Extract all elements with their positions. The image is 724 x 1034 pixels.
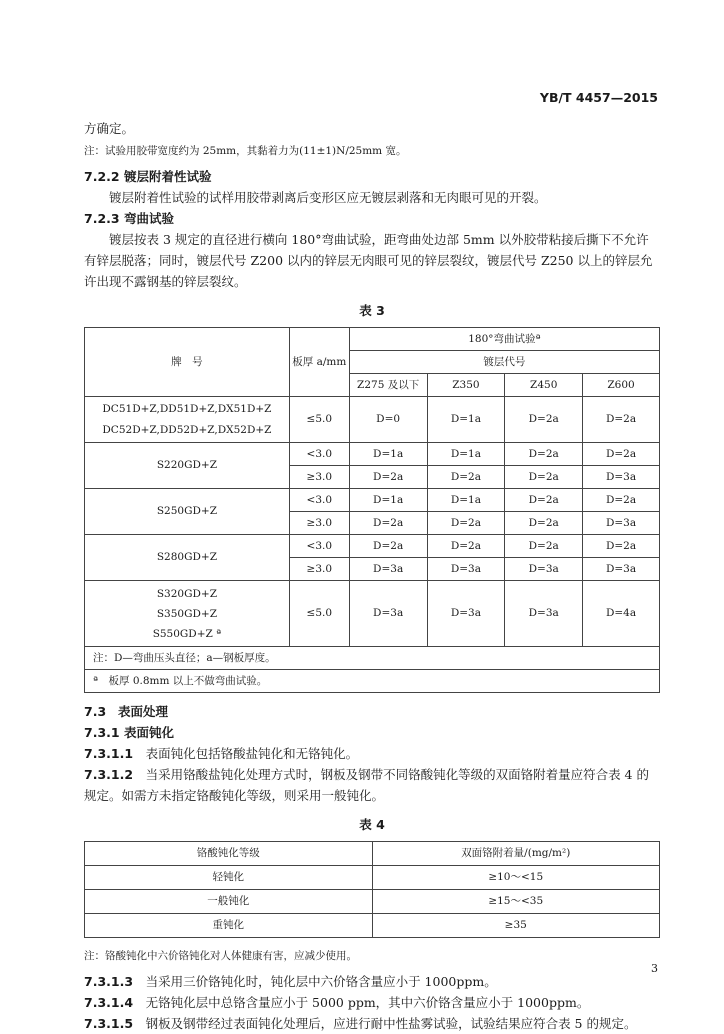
value-cell: D=2a xyxy=(349,466,427,489)
header-bend-test: 180°弯曲试验ª xyxy=(349,328,659,351)
table-3-caption: 表 3 xyxy=(359,303,385,318)
value-cell: D=2a xyxy=(583,397,660,443)
level-cell: 重钝化 xyxy=(85,914,373,938)
grade-dc51d: DC51D+Z,DD51D+Z,DX51D+Z DC52D+Z,DD52D+Z,DX52D+Z xyxy=(85,397,290,443)
thickness-cell: ≤5.0 xyxy=(289,581,349,647)
value-cell: D=1a xyxy=(427,397,505,443)
table-3-footnote: ª 板厚 0.8mm 以上不做弯曲试验。 xyxy=(85,670,660,693)
thickness-cell: ≤5.0 xyxy=(289,397,349,443)
grade-s320gd: S320GD+Z S350GD+Z S550GD+Z ª xyxy=(85,581,290,647)
value-cell: D=3a xyxy=(349,581,427,647)
grade-s280gd: S280GD+Z xyxy=(85,535,290,581)
thickness-cell: <3.0 xyxy=(289,443,349,466)
value-cell: D=2a xyxy=(427,512,505,535)
thickness-cell: ≥3.0 xyxy=(289,466,349,489)
value-cell: D=2a xyxy=(427,535,505,558)
value-cell: D=2a xyxy=(583,443,660,466)
test-note: 注：试验用胶带宽度约为 25mm，其黏着力为(11±1)N/25mm 宽。 xyxy=(84,145,407,157)
level-cell: 轻钝化 xyxy=(85,866,373,890)
value-cell: D=3a xyxy=(505,558,583,581)
value-cell: D=4a xyxy=(583,581,660,647)
thickness-cell: <3.0 xyxy=(289,535,349,558)
value-cell: D=2a xyxy=(505,489,583,512)
value-cell: ≥35 xyxy=(372,914,660,938)
value-cell: D=3a xyxy=(505,581,583,647)
para-7-2-2: 镀层附着性试验的试样用胶带剥离后变形区应无镀层剥落和无肉眼可见的开裂。 xyxy=(109,190,547,205)
code-z350: Z350 xyxy=(427,374,505,397)
table-4-caption: 表 4 xyxy=(359,817,385,832)
table-4 xyxy=(84,841,660,938)
code-z450: Z450 xyxy=(505,374,583,397)
para-7-3-1-1: 7.3.1.1 表面钝化包括铬酸盐钝化和无铬钝化。 xyxy=(84,746,359,761)
table-3-note: 注：D—弯曲压头直径；a—钢板厚度。 xyxy=(85,647,660,670)
header-passivation-level: 铬酸钝化等级 xyxy=(85,842,373,866)
value-cell: D=2a xyxy=(349,512,427,535)
para-7-3-1-2: 7.3.1.2 当采用铬酸盐钝化处理方式时，钢板及钢带不同铬酸钝化等级的双面铬附着量应符合表 4 的规定。如需方未指定铬酸钝化等级，则采用一般钝化。 xyxy=(84,767,649,803)
value-cell: D=2a xyxy=(583,535,660,558)
heading-7-2-2: 7.2.2 镀层附着性试验 xyxy=(84,169,212,184)
code-z600: Z600 xyxy=(583,374,660,397)
value-cell: D=3a xyxy=(583,512,660,535)
value-cell: D=2a xyxy=(505,535,583,558)
header-thickness: 板厚 a/mm xyxy=(289,328,349,397)
thickness-cell: ≥3.0 xyxy=(289,512,349,535)
heading-7-3-1: 7.3.1 表面钝化 xyxy=(84,725,175,740)
value-cell: ≥15～<35 xyxy=(372,890,660,914)
value-cell: D=0 xyxy=(349,397,427,443)
thickness-cell: <3.0 xyxy=(289,489,349,512)
value-cell: D=3a xyxy=(427,558,505,581)
value-cell: D=1a xyxy=(427,489,505,512)
standard-number: YB/T 4457—2015 xyxy=(539,90,658,105)
value-cell: D=3a xyxy=(583,466,660,489)
value-cell: D=1a xyxy=(427,443,505,466)
para-7-3-1-3: 7.3.1.3 当采用三价铬钝化时，钝化层中六价铬含量应小于 1000ppm。 xyxy=(84,974,497,989)
para-7-3-1-4: 7.3.1.4 无铬钝化层中总铬含量应小于 5000 ppm，其中六价铬含量应小于 1000ppm。 xyxy=(84,995,590,1010)
page-content xyxy=(84,118,660,1034)
header-grade: 牌 号 xyxy=(85,328,290,397)
value-cell: D=2a xyxy=(427,466,505,489)
value-cell: D=2a xyxy=(505,512,583,535)
value-cell: D=2a xyxy=(583,489,660,512)
value-cell: ≥10～<15 xyxy=(372,866,660,890)
value-cell: D=1a xyxy=(349,489,427,512)
table-4-note: 注：铬酸钝化中六价铬钝化对人体健康有害，应减少使用。 xyxy=(84,950,357,962)
value-cell: D=2a xyxy=(505,397,583,443)
page-number: 3 xyxy=(651,962,658,975)
heading-7-2-3: 7.2.3 弯曲试验 xyxy=(84,211,175,226)
para-7-2-3: 镀层按表 3 规定的直径进行横向 180°弯曲试验，距弯曲处边部 5mm 以外胶带粘接后撕下不允许有锌层脱落；同时，镀层代号 Z200 以内的锌层无肉眼可见的锌层裂纹，镀层代号 Z250 以上的锌层允许出现不露钢基的锌层裂纹。 xyxy=(84,232,653,289)
heading-7-3: 7.3 表面处理 xyxy=(84,704,169,719)
value-cell: D=3a xyxy=(583,558,660,581)
table-3 xyxy=(84,327,660,693)
value-cell: D=3a xyxy=(349,558,427,581)
grade-s250gd: S250GD+Z xyxy=(85,489,290,535)
value-cell: D=2a xyxy=(505,466,583,489)
grade-s220gd: S220GD+Z xyxy=(85,443,290,489)
header-chromium-coating: 双面铬附着量/(mg/m²) xyxy=(372,842,660,866)
value-cell: D=2a xyxy=(349,535,427,558)
value-cell: D=1a xyxy=(349,443,427,466)
level-cell: 一般钝化 xyxy=(85,890,373,914)
value-cell: D=2a xyxy=(505,443,583,466)
continued-text: 方确定。 xyxy=(84,121,135,136)
value-cell: D=3a xyxy=(427,581,505,647)
header-coating-code: 镀层代号 xyxy=(349,351,659,374)
code-z275: Z275 及以下 xyxy=(349,374,427,397)
para-7-3-1-5: 7.3.1.5 钢板及钢带经过表面钝化处理后，应进行耐中性盐雾试验，试验结果应符合表 5 的规定。 xyxy=(84,1016,637,1031)
thickness-cell: ≥3.0 xyxy=(289,558,349,581)
